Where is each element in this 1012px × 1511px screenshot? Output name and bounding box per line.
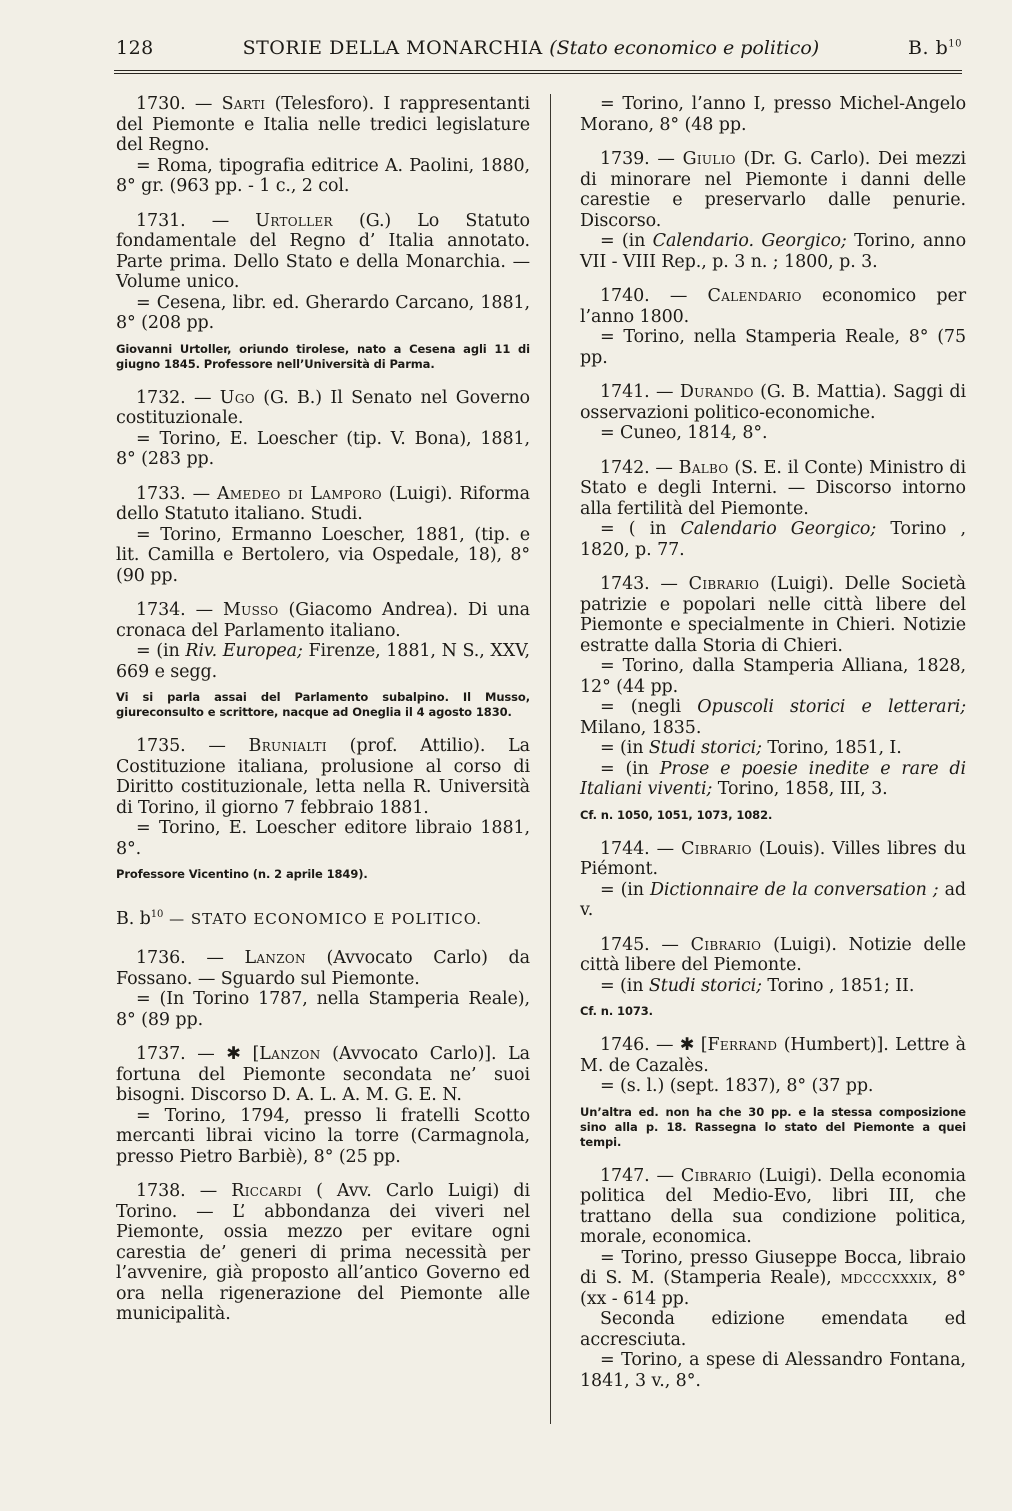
section-heading: B. $b^{10}$ — STATO ECONOMICO E POLITICO.: [116, 909, 482, 929]
entry-1730: 1730. — Sarti (Telesforo). I rappresentanti del Piemonte e Italia nelle tredici legislature del Regno. = Roma, tipografia editrice A. Paolini, 1880, 8° gr. (963 pp. - 1 c., 2 col.: [116, 94, 530, 196]
entry-1733: 1733. — Amedeo di Lamporo (Luigi). Riforma dello Statuto italiano. Studi. = Torino, Ermanno Loescher, 1881, (tip. e lit. Camilla e Bertolero, via Ospedale, 18), 8° (90 pp.: [116, 483, 530, 586]
running-header: [116, 36, 962, 60]
entry-1740: 1740. — Calendario economico per l’anno 1800. = Torino, nella Stamperia Reale, 8° (75 pp.: [580, 286, 966, 368]
entry-1736: 1736. — Lanzon (Avvocato Carlo) da Fossano. — Sguardo sul Piemonte. = (In Torino 1787, nella Stamperia Reale), 8° (89 pp.: [116, 948, 530, 1030]
entry-1737: 1737. — ✱ [Lanzon (Avvocato Carlo)]. La fortuna del Piemonte secondata ne’ suoi bisogni. Discorso D. A. L. A. M. G. E. N. = Torino, 1794, presso li fratelli Scotto mercanti librai vicino la torre (Carmagnola, presso Pietro Barbiè), 8° (25 pp.: [116, 1044, 530, 1167]
right-column: [580, 94, 966, 1405]
entry-1742: 1742. — Balbo (S. E. il Conte) Ministro di Stato e degli Interni. — Discorso intorno alla fertilità del Piemonte. = ( in Calendario Georgico; Torino , 1820, p. 77.: [580, 457, 966, 560]
entry-1731: 1731. — Urtoller (G.) Lo Statuto fondamentale del Regno d’ Italia annotato. Parte prima. Dello Stato e della Monarchia. — Volume unico. = Cesena, libr. ed. Gherardo Carcano, 1881, 8° (208 pp.: [116, 210, 530, 333]
header-rule: [114, 70, 962, 74]
note-1746: Un’altra ed. non ha che 30 pp. e la stessa composizione sino alla p. 18. Rassegna lo stato del Piemonte a quei tempi.: [580, 1104, 966, 1149]
entry-1735: 1735. — Brunialti (prof. Attilio). La Costituzione italiana, prolusione al corso di Diritto costituzionale, letta nella R. Università di Torino, il giorno 7 febbraio 1881. = Torino, E. Loescher editore libraio 1881, 8°.: [116, 736, 530, 859]
entry-1745: 1745. — Cibrario (Luigi). Notizie delle città libere del Piemonte. = (in Studi storici; Torino , 1851; II.: [580, 934, 966, 996]
entry-1738-continued: = Torino, l’anno I, presso Michel-Angelo Morano, 8° (48 pp.: [580, 94, 966, 135]
column-divider: [550, 94, 551, 1424]
note-1745: Cf. n. 1073.: [580, 1004, 653, 1018]
note-1743: Cf. n. 1050, 1051, 1073, 1082.: [580, 807, 773, 822]
note-1731: Giovanni Urtoller, oriundo tirolese, nato a Cesena agli 11 di giugno 1845. Professore nell’Università di Parma.: [116, 341, 530, 371]
entry-1746: 1746. — ✱ [Ferrand (Humbert)]. Lettre à M. de Cazalès. = (s. l.) (sept. 1837), 8° (37 pp.: [580, 1035, 966, 1096]
entry-1741: 1741. — Durando (G. B. Mattia). Saggi di osservazioni politico-economiche. = Cuneo, 1814, 8°.: [580, 382, 966, 443]
entry-1747: 1747. — Cibrario (Luigi). Della economia politica del Medio-Evo, libri III, che trattano della sua condizione politica, morale, economica. = Torino, presso Giuseppe Bocca, libraio di S. M. (Stamperia Reale), mdcccxxxix, 8° (xx - 614 pp. Seconda edizione emendata ed accresciuta. = Torino, a spese di Alessandro Fontana, 1841, 3 v., 8°.: [580, 1165, 966, 1391]
section-mark: B. $b^{10}$: [908, 37, 962, 59]
note-1735: Professore Vicentino (n. 2 aprile 1849).: [116, 867, 368, 881]
entry-1744: 1744. — Cibrario (Louis). Villes libres du Piémont. = (in Dictionnaire de la conversation ; ad v.: [580, 838, 967, 920]
page-number: 128: [116, 37, 154, 59]
running-title: STORIE DELLA MONARCHIA (Stato economico e politico): [242, 37, 820, 59]
entry-1734: 1734. — Musso (Giacomo Andrea). Di una cronaca del Parlamento italiano. = (in Riv. Europea; Firenze, 1881, N S., XXV, 669 e segg.: [116, 600, 531, 682]
left-column: [116, 94, 530, 1339]
entry-1732: 1732. — Ugo (G. B.) Il Senato nel Governo costituzionale. = Torino, E. Loescher (tip. V. Bona), 1881, 8° (283 pp.: [116, 387, 530, 469]
entry-1738: 1738. — Riccardi ( Avv. Carlo Luigi) di Torino. — L’ abbondanza dei viveri nel Piemonte, ossia mezzo per evitare ogni carestia de’ generi di prima necessità per l’avvenire, già proposto all’antico Governo ed ora nella rigenerazione del Piemonte alle municipalità.: [116, 1181, 530, 1324]
entry-1739: 1739. — Giulio (Dr. G. Carlo). Dei mezzi di minorare nel Piemonte i danni delle carestie e preservarlo dalle penurie. Discorso. = (in Calendario. Georgico; Torino, anno VII - VIII Rep., p. 3 n. ; 1800, p. 3.: [580, 149, 966, 272]
entry-1743: 1743. — Cibrario (Luigi). Delle Società patrizie e popolari nelle città libere del Piemonte e specialmente in Chieri. Notizie estratte dalla Storia di Chieri. = Torino, dalla Stamperia Alliana, 1828, 12° (44 pp. = (negli Opuscoli storici e letterari; Milano, 1835. = (in Studi storici; Torino, 1851, I. = (in Prose e poesie inedite e rare di Italiani viventi; Torino, 1858, III, 3.: [580, 574, 966, 799]
note-1734: Vi si parla assai del Parlamento subalpino. Il Musso, giureconsulto e scrittore, nacque ad Oneglia il 4 agosto 1830.: [116, 690, 530, 719]
